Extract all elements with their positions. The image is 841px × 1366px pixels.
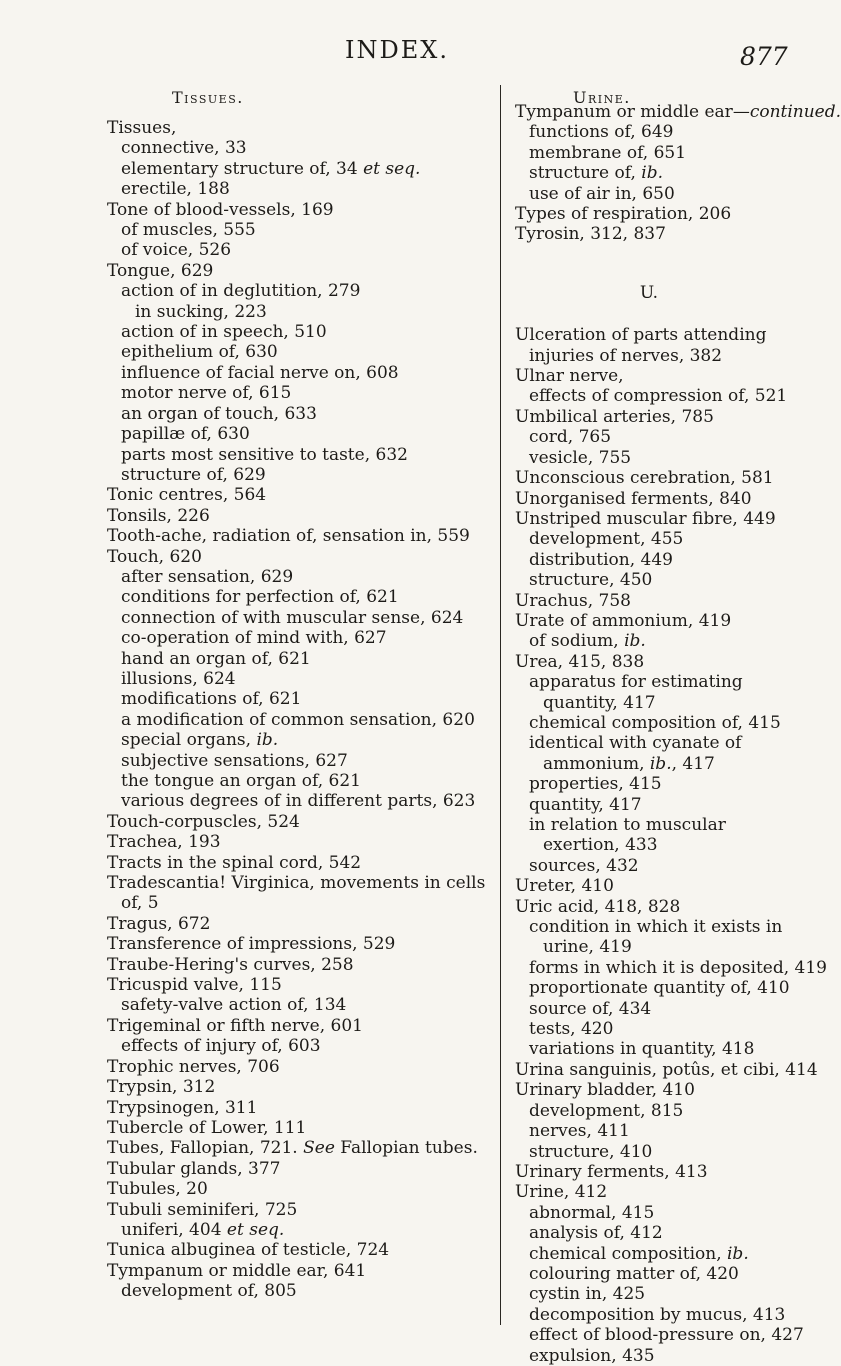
entry-text: properties, 415	[529, 774, 662, 795]
index-entry	[107, 730, 487, 750]
entry-text: membrane of, 651	[529, 142, 687, 163]
index-entry	[107, 1261, 487, 1281]
entry-text: Urea, 415, 838	[515, 651, 645, 672]
entry-text: Tone of blood-vessels, 169	[107, 199, 334, 220]
index-entry	[107, 1057, 487, 1077]
entry-italic: et seq.	[226, 1219, 285, 1240]
index-entry	[107, 771, 487, 791]
entry-text: papillæ of, 630	[121, 424, 250, 445]
page-title: INDEX.	[345, 36, 449, 64]
entry-text: Trypsin, 312	[107, 1077, 216, 1098]
entry-text: of sodium,	[529, 631, 625, 652]
entry-text: development of, 805	[121, 1281, 297, 1302]
entry-text: vesicle, 755	[529, 447, 632, 468]
entry-text: Uric acid, 418, 828	[515, 896, 681, 917]
entry-text: proportionate quantity of, 410	[529, 978, 790, 999]
entry-text: structure of,	[529, 163, 642, 184]
index-entry	[515, 774, 783, 794]
index-entry	[515, 550, 783, 570]
entry-text: special organs,	[121, 730, 257, 751]
entry-text: Tonsils, 226	[107, 505, 210, 526]
index-entry	[515, 407, 783, 427]
entry-text-tail: Fallopian tubes.	[334, 1138, 478, 1159]
index-entry	[515, 897, 783, 917]
entry-italic: ib.	[641, 163, 663, 184]
index-entry	[107, 1220, 487, 1240]
entry-text: various degrees of in different parts, 623	[121, 791, 476, 812]
index-entry	[515, 1142, 783, 1162]
left-column-heading: Tissues.	[172, 88, 244, 107]
entry-text: Traube-Hering's curves, 258	[107, 954, 354, 975]
index-entry	[107, 1077, 487, 1097]
index-entry	[515, 1019, 783, 1039]
entry-text: an organ of touch, 633	[121, 403, 317, 424]
index-entry	[515, 815, 783, 856]
entry-text: safety-valve action of, 134	[121, 995, 347, 1016]
index-entry	[515, 204, 783, 224]
entry-text: Tongue, 629	[107, 260, 214, 281]
entry-text: effects of compression of, 521	[529, 386, 788, 407]
entry-text: uniferi, 404	[121, 1219, 227, 1240]
entry-text: Tympanum or middle ear, 641	[107, 1260, 367, 1281]
index-entry	[515, 1223, 783, 1243]
entry-text: Umbilical arteries, 785	[515, 406, 714, 427]
index-entry	[107, 669, 487, 689]
entry-text: Tubuli seminiferi, 725	[107, 1199, 298, 1220]
entry-text: Touch, 620	[107, 546, 202, 567]
index-entry	[515, 1244, 783, 1264]
entry-text: Tubercle of Lower, 111	[107, 1117, 307, 1138]
index-entry	[107, 383, 487, 403]
entry-text: Trigeminal or fifth nerve, 601	[107, 1015, 363, 1036]
entry-text: nerves, 411	[529, 1121, 630, 1142]
index-entry	[515, 570, 783, 590]
index-entry	[107, 465, 487, 485]
index-entry	[107, 302, 487, 322]
index-entry	[515, 856, 783, 876]
index-entry	[107, 995, 487, 1015]
index-entry	[107, 220, 487, 240]
index-entry	[107, 200, 487, 220]
index-entry	[515, 999, 783, 1019]
entry-text: epithelium of, 630	[121, 342, 278, 363]
index-entry	[107, 322, 487, 342]
index-entry	[515, 1059, 818, 1080]
index-entry	[515, 224, 783, 244]
index-entry	[107, 118, 487, 138]
entry-text: colouring matter of, 420	[529, 1263, 739, 1284]
entry-text: after sensation, 629	[121, 566, 294, 587]
entry-text: development, 455	[529, 529, 684, 550]
index-entry	[107, 363, 487, 383]
entry-text: effect of blood-pressure on, 427	[529, 1325, 804, 1346]
entry-text: subjective sensations, 627	[121, 750, 348, 771]
index-entry	[515, 325, 783, 366]
entry-text: Tragus, 672	[107, 913, 211, 934]
entry-text: Tracts in the spinal cord, 542	[107, 852, 362, 873]
entry-text: influence of facial nerve on, 608	[121, 362, 399, 383]
entry-text: Urachus, 758	[515, 590, 631, 611]
entry-text: sources, 432	[529, 855, 639, 876]
index-entry	[515, 489, 783, 509]
entry-text: action of in speech, 510	[121, 322, 327, 343]
index-entry	[107, 281, 487, 301]
index-entry	[515, 143, 783, 163]
entry-text: use of air in, 650	[529, 183, 675, 204]
index-entry	[515, 448, 783, 468]
index-entry	[515, 631, 783, 651]
page-number: 877	[740, 42, 788, 71]
index-entry	[107, 1016, 487, 1036]
index-entry	[515, 1039, 783, 1059]
entry-text: Tricuspid valve, 115	[107, 975, 282, 996]
entry-text: a modification of common sensation, 620	[121, 709, 475, 730]
entry-text: conditions for perfection of, 621	[121, 587, 399, 608]
entry-italic: continued.	[749, 102, 841, 122]
index-entry	[515, 366, 783, 386]
index-entry	[107, 485, 487, 505]
entry-text: Tissues,	[107, 118, 177, 138]
index-entry	[515, 1304, 786, 1325]
index-entry	[107, 138, 487, 158]
entry-text: source of, 434	[529, 998, 652, 1019]
index-entry	[107, 1281, 487, 1301]
index-entry	[107, 628, 487, 648]
entry-text: Trophic nerves, 706	[107, 1056, 280, 1077]
entry-text: apparatus for estimating quantity, 417	[529, 672, 743, 713]
index-entry	[515, 876, 783, 896]
index-entry	[515, 1162, 783, 1182]
index-entry	[515, 957, 827, 978]
entry-text: action of in deglutition, 279	[121, 281, 361, 302]
index-entry	[107, 751, 487, 771]
entry-text: forms in which it is deposited, 419	[529, 957, 827, 978]
entry-text: illusions, 624	[121, 668, 236, 689]
entry-text: development, 815	[529, 1100, 684, 1121]
entry-text: functions of, 649	[529, 122, 674, 143]
left-column	[107, 118, 487, 1302]
index-entry	[107, 424, 487, 444]
entry-italic: ib.	[649, 753, 672, 774]
entry-text: tests, 420	[529, 1019, 614, 1040]
entry-italic: ib.	[256, 730, 279, 751]
entry-italic: ib.	[624, 631, 646, 652]
index-entry	[515, 184, 783, 204]
index-entry	[515, 795, 783, 815]
index-entry	[515, 1121, 783, 1141]
index-entry	[107, 689, 487, 709]
entry-text: modifications of, 621	[121, 689, 302, 710]
entry-text: Urina sanguinis, potûs, et cibi, 414	[515, 1059, 818, 1080]
entry-text: expulsion, 435	[529, 1345, 655, 1366]
entry-text: chemical composition,	[529, 1243, 727, 1264]
index-entry	[515, 652, 783, 672]
entry-text: distribution, 449	[529, 549, 673, 570]
entry-text: Ulnar nerve,	[515, 366, 624, 387]
entry-text: Tradescantia! Virginica, movements in cells of, 5	[107, 873, 486, 914]
index-entry	[107, 914, 487, 934]
entry-text: motor nerve of, 615	[121, 383, 292, 404]
section-letter-u: U.	[639, 282, 659, 303]
index-entry	[515, 386, 788, 407]
index-entry	[515, 122, 783, 142]
entry-text: Trachea, 193	[107, 832, 221, 853]
index-entry	[107, 240, 487, 260]
index-entry	[107, 1240, 487, 1260]
entry-text: elementary structure of, 34	[121, 158, 364, 179]
index-entry	[107, 1098, 487, 1118]
index-entry	[107, 649, 487, 669]
index-entry	[107, 547, 487, 567]
entry-text: Unstriped muscular fibre, 449	[515, 508, 776, 529]
index-entry	[515, 1080, 783, 1100]
entry-text: chemical composition of, 415	[529, 712, 781, 733]
entry-text: cystin in, 425	[529, 1284, 646, 1305]
entry-text: Tunica albuginea of testicle, 724	[107, 1240, 390, 1261]
index-entry	[515, 1101, 783, 1121]
entry-text: co-operation of mind with, 627	[121, 628, 387, 649]
entry-text: cord, 765	[529, 427, 612, 448]
entry-italic: See	[303, 1138, 335, 1159]
entry-text: Ulceration of parts attending injuries of nerves, 382	[515, 325, 767, 366]
column-divider	[500, 85, 501, 1325]
entry-text: variations in quantity, 418	[529, 1039, 755, 1060]
index-entry	[515, 591, 783, 611]
index-entry	[515, 1264, 783, 1284]
index-entry	[107, 1036, 487, 1056]
index-entry	[515, 1182, 783, 1202]
entry-text: hand an organ of, 621	[121, 648, 311, 669]
entry-text: Tyrosin, 312, 837	[515, 224, 666, 245]
index-entry	[515, 917, 783, 958]
index-entry	[107, 873, 487, 914]
index-entry	[515, 427, 783, 447]
index-entry	[515, 102, 841, 122]
entry-text: Tympanum or middle ear—	[515, 102, 750, 122]
right-column-entries-u	[515, 325, 827, 1366]
index-entry	[107, 445, 487, 465]
index-entry	[515, 468, 783, 488]
index-entry	[515, 1284, 783, 1304]
entry-text: Unorganised ferments, 840	[515, 488, 752, 509]
index-entry	[107, 159, 487, 179]
entry-italic: et seq.	[363, 158, 421, 179]
index-entry	[107, 1159, 487, 1179]
entry-text: Urinary bladder, 410	[515, 1080, 695, 1101]
index-entry	[515, 713, 783, 733]
index-entry	[107, 975, 487, 995]
index-entry	[515, 1346, 783, 1366]
entry-text: effects of injury of, 603	[121, 1036, 321, 1057]
entry-text: the tongue an organ of, 621	[121, 771, 361, 791]
right-column-heading: Urine.	[573, 88, 631, 107]
index-entry	[515, 733, 783, 774]
index-entry	[107, 506, 487, 526]
index-entry	[515, 978, 790, 999]
page-header	[0, 28, 800, 71]
index-entry	[107, 1138, 487, 1158]
entry-text: Tubules, 20	[107, 1179, 208, 1200]
index-entry	[107, 587, 487, 607]
entry-text: abnormal, 415	[529, 1202, 655, 1223]
entry-text: connective, 33	[121, 138, 247, 159]
entry-text: Urate of ammonium, 419	[515, 610, 732, 631]
entry-text: condition in which it exists in urine, 419	[529, 917, 783, 958]
entry-text: Types of respiration, 206	[515, 204, 732, 225]
index-entry	[107, 710, 487, 730]
index-entry	[515, 1325, 804, 1346]
entry-text: quantity, 417	[529, 794, 642, 815]
index-entry	[515, 672, 783, 713]
entry-text: Tubes, Fallopian, 721.	[107, 1138, 304, 1159]
entry-text: of muscles, 555	[121, 220, 256, 241]
index-entry	[107, 261, 487, 281]
entry-text: Ureter, 410	[515, 876, 614, 897]
entry-text: Urinary ferments, 413	[515, 1161, 708, 1182]
index-entry	[107, 404, 487, 424]
index-entry	[515, 1203, 783, 1223]
right-column	[515, 102, 841, 1366]
entry-text: of voice, 526	[121, 240, 232, 261]
entry-text: Transference of impressions, 529	[107, 934, 396, 955]
entry-text: Trypsinogen, 311	[107, 1097, 258, 1118]
index-entry	[107, 1200, 487, 1220]
entry-text: Unconscious cerebration, 581	[515, 468, 774, 489]
index-entry	[107, 342, 487, 362]
entry-text: Tonic centres, 564	[107, 485, 267, 506]
index-entry	[107, 179, 487, 199]
index-entry	[107, 1179, 487, 1199]
index-entry	[107, 791, 487, 811]
entry-text: in sucking, 223	[135, 301, 267, 322]
entry-text: erectile, 188	[121, 179, 230, 200]
entry-text: structure, 450	[529, 570, 653, 591]
index-entry	[107, 832, 487, 852]
entry-italic: ib.	[727, 1243, 749, 1264]
entry-text: parts most sensitive to taste, 632	[121, 444, 408, 465]
entry-text-tail: , 417	[671, 753, 715, 774]
index-entry	[107, 526, 487, 546]
entry-text: Urine, 412	[515, 1182, 608, 1203]
entry-text: structure, 410	[529, 1141, 653, 1162]
index-entry	[107, 812, 487, 832]
entry-text: analysis of, 412	[529, 1223, 663, 1244]
entry-text: Touch-corpuscles, 524	[107, 811, 300, 832]
entry-text: decomposition by mucus, 413	[529, 1304, 786, 1325]
index-entry	[107, 567, 487, 587]
index-entry	[515, 509, 783, 529]
index-entry	[515, 163, 783, 183]
index-entry	[107, 608, 487, 628]
entry-text: structure of, 629	[121, 464, 266, 485]
index-entry	[107, 853, 487, 873]
index-entry	[515, 611, 783, 631]
index-entry	[107, 955, 487, 975]
index-entry	[107, 1118, 487, 1138]
index-entry	[107, 934, 487, 954]
entry-text: identical with cyanate of ammonium,	[529, 733, 742, 774]
entry-text: Tubular glands, 377	[107, 1158, 281, 1179]
entry-text: connection of with muscular sense, 624	[121, 607, 464, 628]
entry-text: in relation to muscular exertion, 433	[529, 815, 726, 856]
entry-text: Tooth-ache, radiation of, sensation in, 559	[107, 526, 470, 547]
index-entry	[515, 529, 783, 549]
right-column-entries-t	[515, 102, 841, 245]
